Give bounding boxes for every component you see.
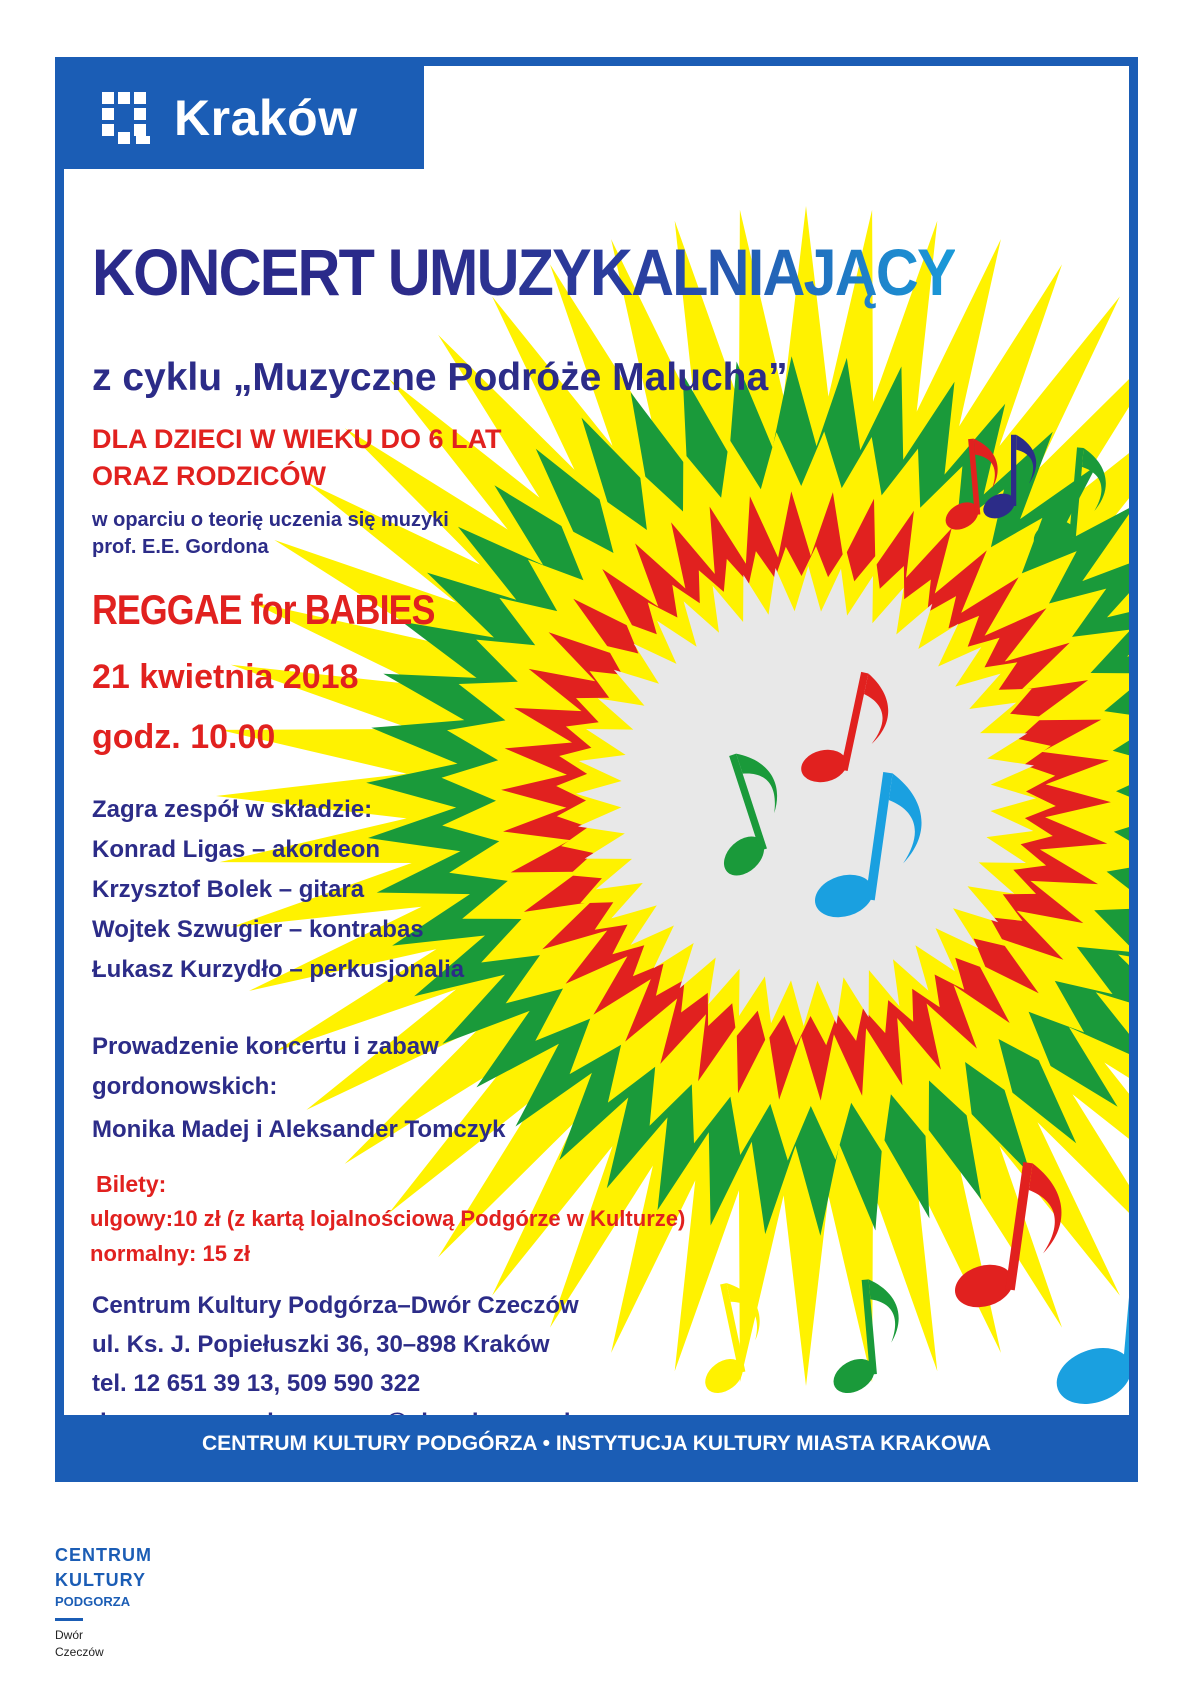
footer-band	[64, 1415, 1129, 1473]
method-line1: w oparciu o teorię uczenia się muzyki	[92, 509, 449, 531]
event-name: REGGAE for BABIES	[92, 586, 435, 633]
ck-logo-line5: Czeczów	[55, 1645, 104, 1659]
band-member: Łukasz Kurzydło – perkusjonalia	[92, 956, 465, 983]
tickets-heading: Bilety:	[96, 1171, 167, 1197]
venue-name: Centrum Kultury Podgórza–Dwór Czeczów	[92, 1292, 579, 1319]
audience-line2: ORAZ RODZICÓW	[92, 461, 326, 491]
ck-logo-line2: KULTURY	[55, 1570, 146, 1590]
tickets-normal: normalny: 15 zł	[90, 1241, 251, 1266]
ck-logo-line1: CENTRUM	[55, 1545, 152, 1565]
venue-address: ul. Ks. J. Popiełuszki 36, 30–898 Kraków	[92, 1331, 550, 1358]
event-time: godz. 10.00	[92, 718, 276, 756]
band-member: Konrad Ligas – akordeon	[92, 836, 381, 863]
event-date: 21 kwietnia 2018	[92, 658, 359, 696]
subtitle: z cyklu „Muzyczne Podróże Malucha”	[92, 356, 788, 399]
band-heading: Zagra zespół w składzie:	[92, 796, 373, 823]
tickets-reduced: ulgowy:10 zł (z kartą lojalnościową Podgórze w Kulturze)	[90, 1206, 686, 1231]
footer-text: CENTRUM KULTURY PODGÓRZA • INSTYTUCJA KULTURY MIASTA KRAKOWA	[202, 1432, 991, 1455]
title-part1: KONCERT	[92, 235, 374, 309]
ck-logo-line4: Dwór	[55, 1628, 84, 1642]
hosts-names: Monika Madej i Aleksander Tomczyk	[92, 1116, 506, 1143]
ck-logo-divider	[55, 1618, 83, 1621]
hosts-line2: gordonowskich:	[92, 1073, 278, 1100]
poster	[55, 57, 1138, 1482]
venue-phone: tel. 12 651 39 13, 509 590 322	[92, 1370, 421, 1397]
krakow-logo-text: Kraków	[174, 89, 358, 146]
band-member: Wojtek Szwugier – kontrabas	[92, 916, 424, 943]
method-line2: prof. E.E. Gordona	[92, 536, 269, 558]
band-member: Krzysztof Bolek – gitara	[92, 876, 365, 903]
audience-line1: DLA DZIECI W WIEKU DO 6 LAT	[92, 424, 502, 454]
poster-title	[92, 234, 955, 310]
hosts-line1: Prowadzenie koncertu i zabaw	[92, 1033, 439, 1060]
title-part2: UMUZYKALNIAJĄCY	[387, 235, 955, 309]
ck-logo-line3: PODGORZA	[55, 1594, 131, 1609]
centrum-kultury-logo	[55, 1543, 152, 1661]
